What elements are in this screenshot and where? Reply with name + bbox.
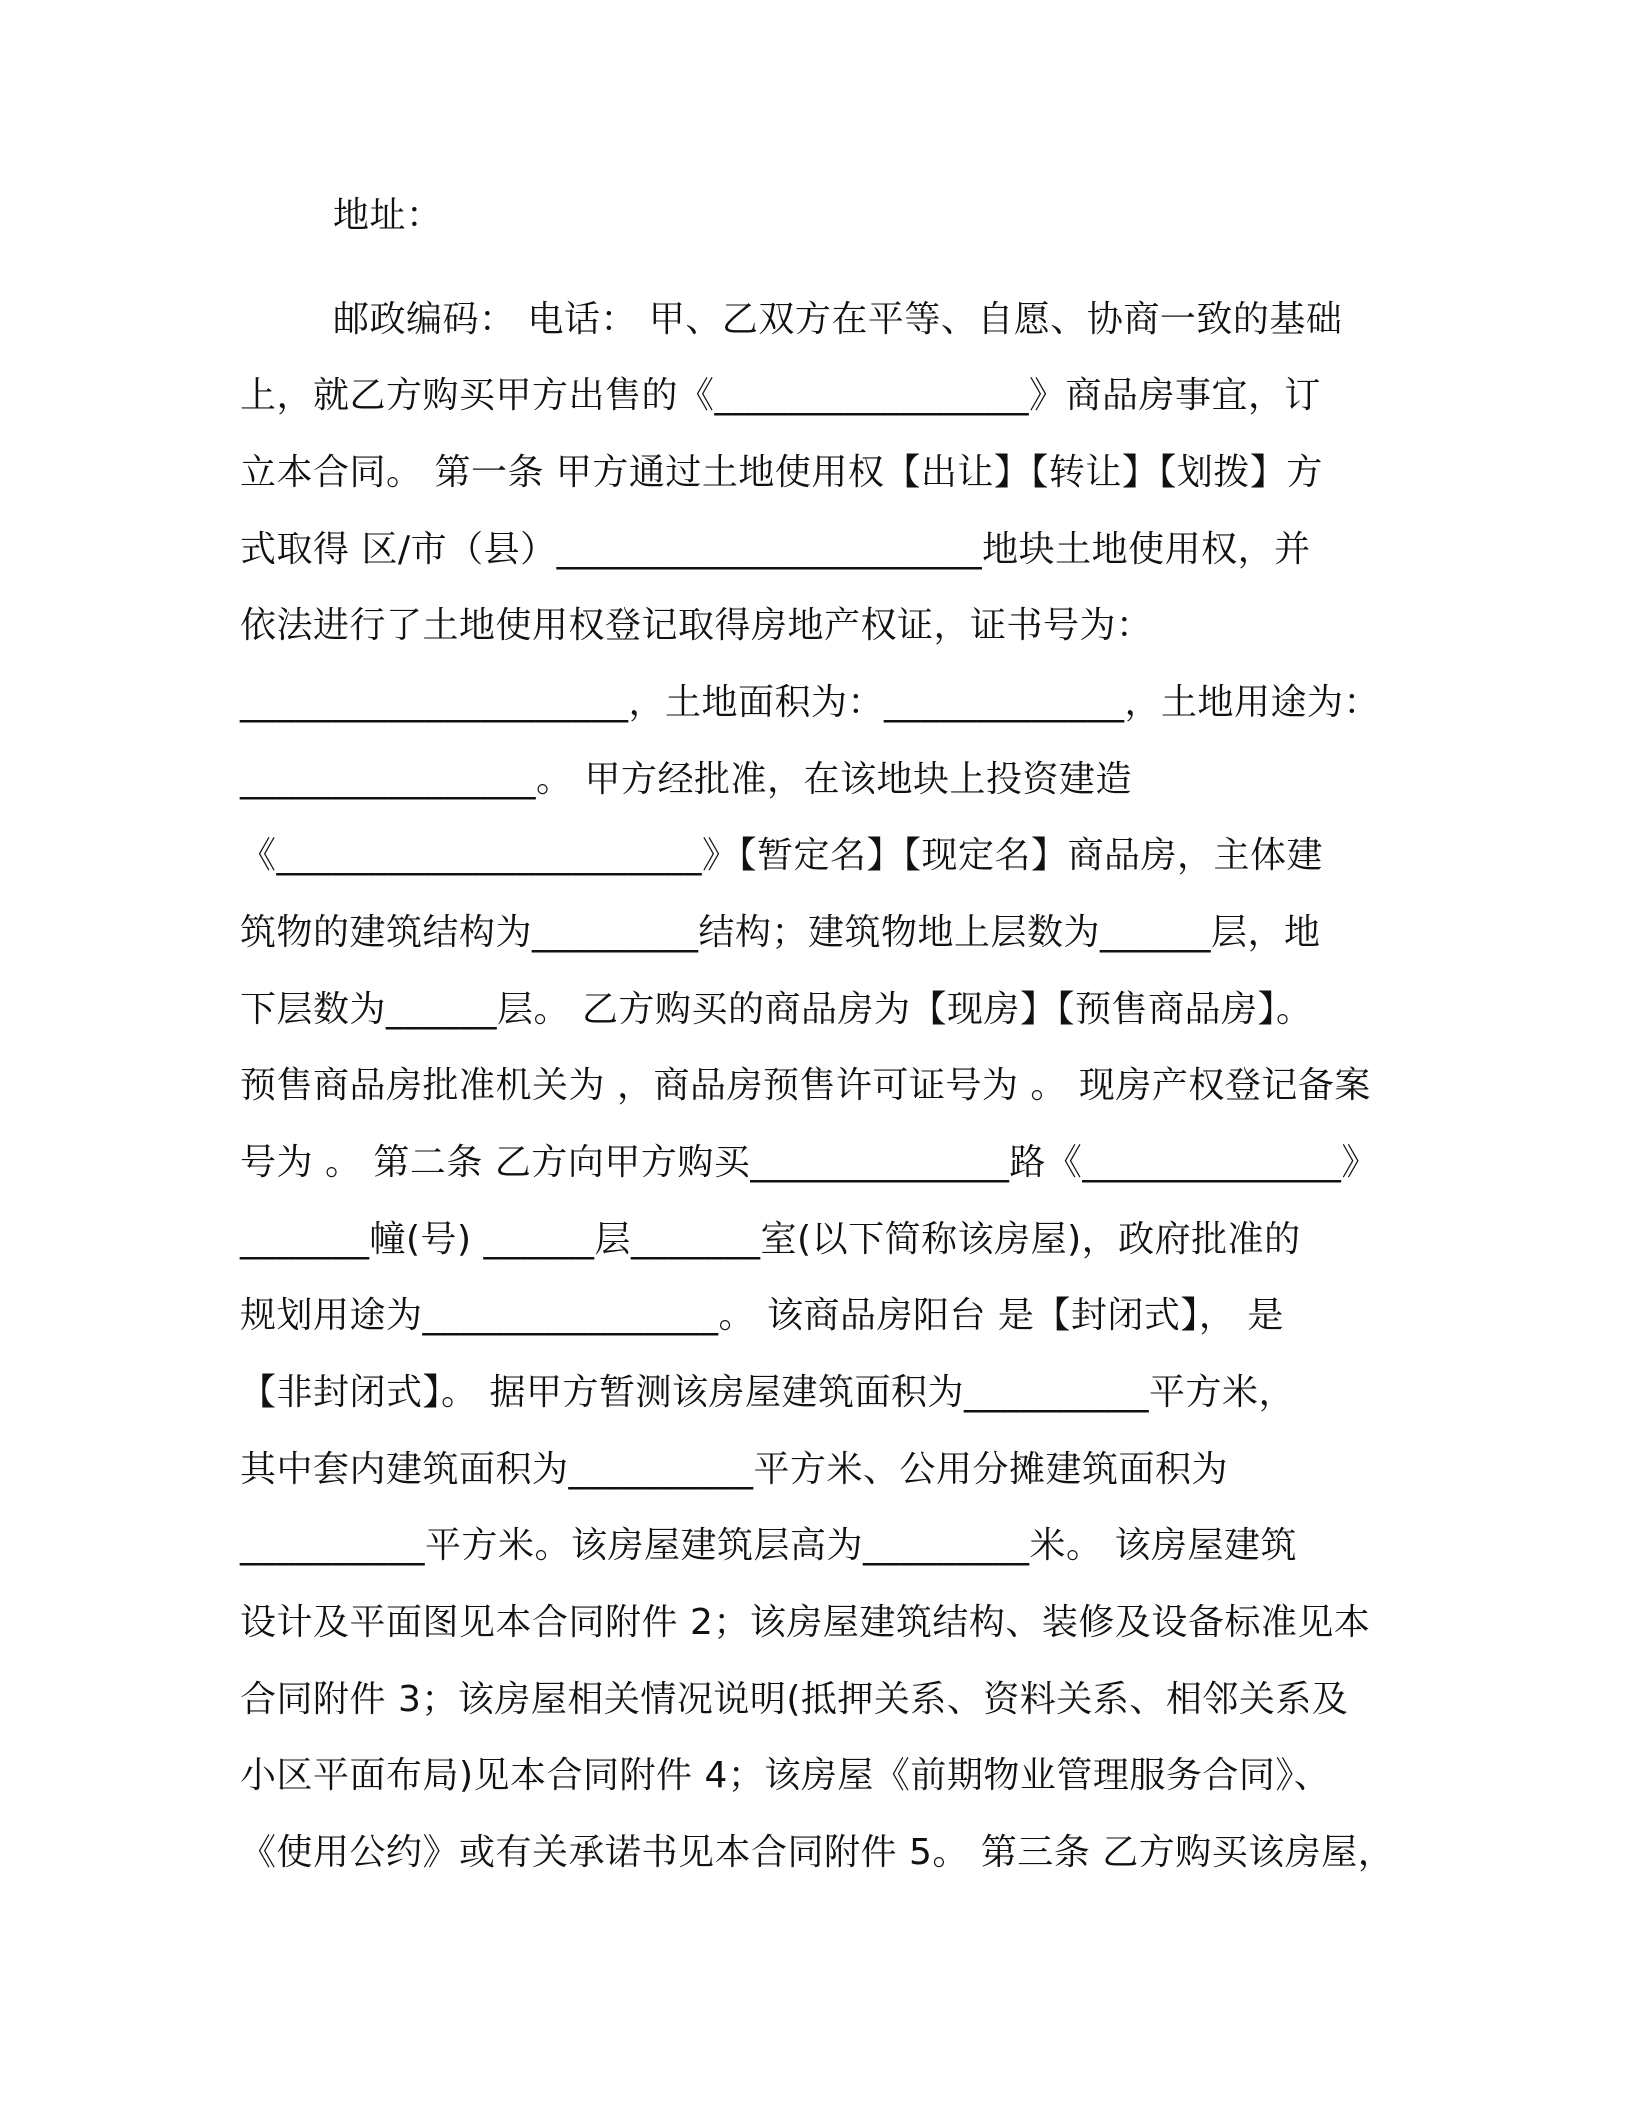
- text-line: 《_______________________》【暂定名】【现定名】商品房，主体建: [240, 835, 1324, 876]
- text-line: 其中套内建筑面积为__________平方米、公用分摊建筑面积为: [240, 1449, 1229, 1490]
- text-line: 预售商品房批准机关为 ，商品房预售许可证号为 。 现房产权登记备案: [240, 1065, 1371, 1106]
- text-line: _______幢(号) ______层_______室(以下简称该房屋)，政府批准的: [240, 1219, 1301, 1260]
- text-line: 设计及平面图见本合同附件 2；该房屋建筑结构、装修及设备标准见本: [240, 1602, 1371, 1643]
- address-line: 地址：: [333, 195, 443, 236]
- text-line: 上，就乙方购买甲方出售的《_________________》商品房事宜，订: [240, 375, 1322, 416]
- text-line: 号为 。 第二条 乙方向甲方购买______________路《______________》: [240, 1142, 1378, 1183]
- text-line: 邮政编码： 电话： 甲、乙双方在平等、自愿、协商一致的基础: [333, 299, 1343, 340]
- text-line: _____________________，土地面积为：_____________，土地用途为：: [240, 682, 1381, 723]
- text-line: 合同附件 3；该房屋相关情况说明(抵押关系、资料关系、相邻关系及: [240, 1679, 1349, 1720]
- text-line: 式取得 区/市（县）_______________________地块土地使用权，并: [240, 529, 1311, 570]
- text-line: 【非封闭式】。 据甲方暂测该房屋建筑面积为__________平方米，: [240, 1372, 1295, 1413]
- text-line: 小区平面布局)见本合同附件 4；该房屋《前期物业管理服务合同》、: [240, 1755, 1331, 1796]
- text-line: 依法进行了土地使用权登记取得房地产权证，证书号为：: [240, 605, 1153, 646]
- text-line: __________平方米。该房屋建筑层高为_________米。 该房屋建筑: [240, 1525, 1297, 1566]
- text-line: 立本合同。 第一条 甲方通过土地使用权【出让】【转让】【划拨】方: [240, 452, 1323, 493]
- text-line: 《使用公约》或有关承诺书见本合同附件 5。 第三条 乙方购买该房屋，: [240, 1832, 1395, 1873]
- text-line: 规划用途为________________。 该商品房阳台 是【封闭式】， 是: [240, 1295, 1284, 1336]
- text-line: ________________。 甲方经批准，在该地块上投资建造: [240, 759, 1132, 800]
- text-line: 下层数为______层。 乙方购买的商品房为【现房】【预售商品房】。: [240, 989, 1313, 1030]
- text-line: 筑物的建筑结构为_________结构；建筑物地上层数为______层，地: [240, 912, 1321, 953]
